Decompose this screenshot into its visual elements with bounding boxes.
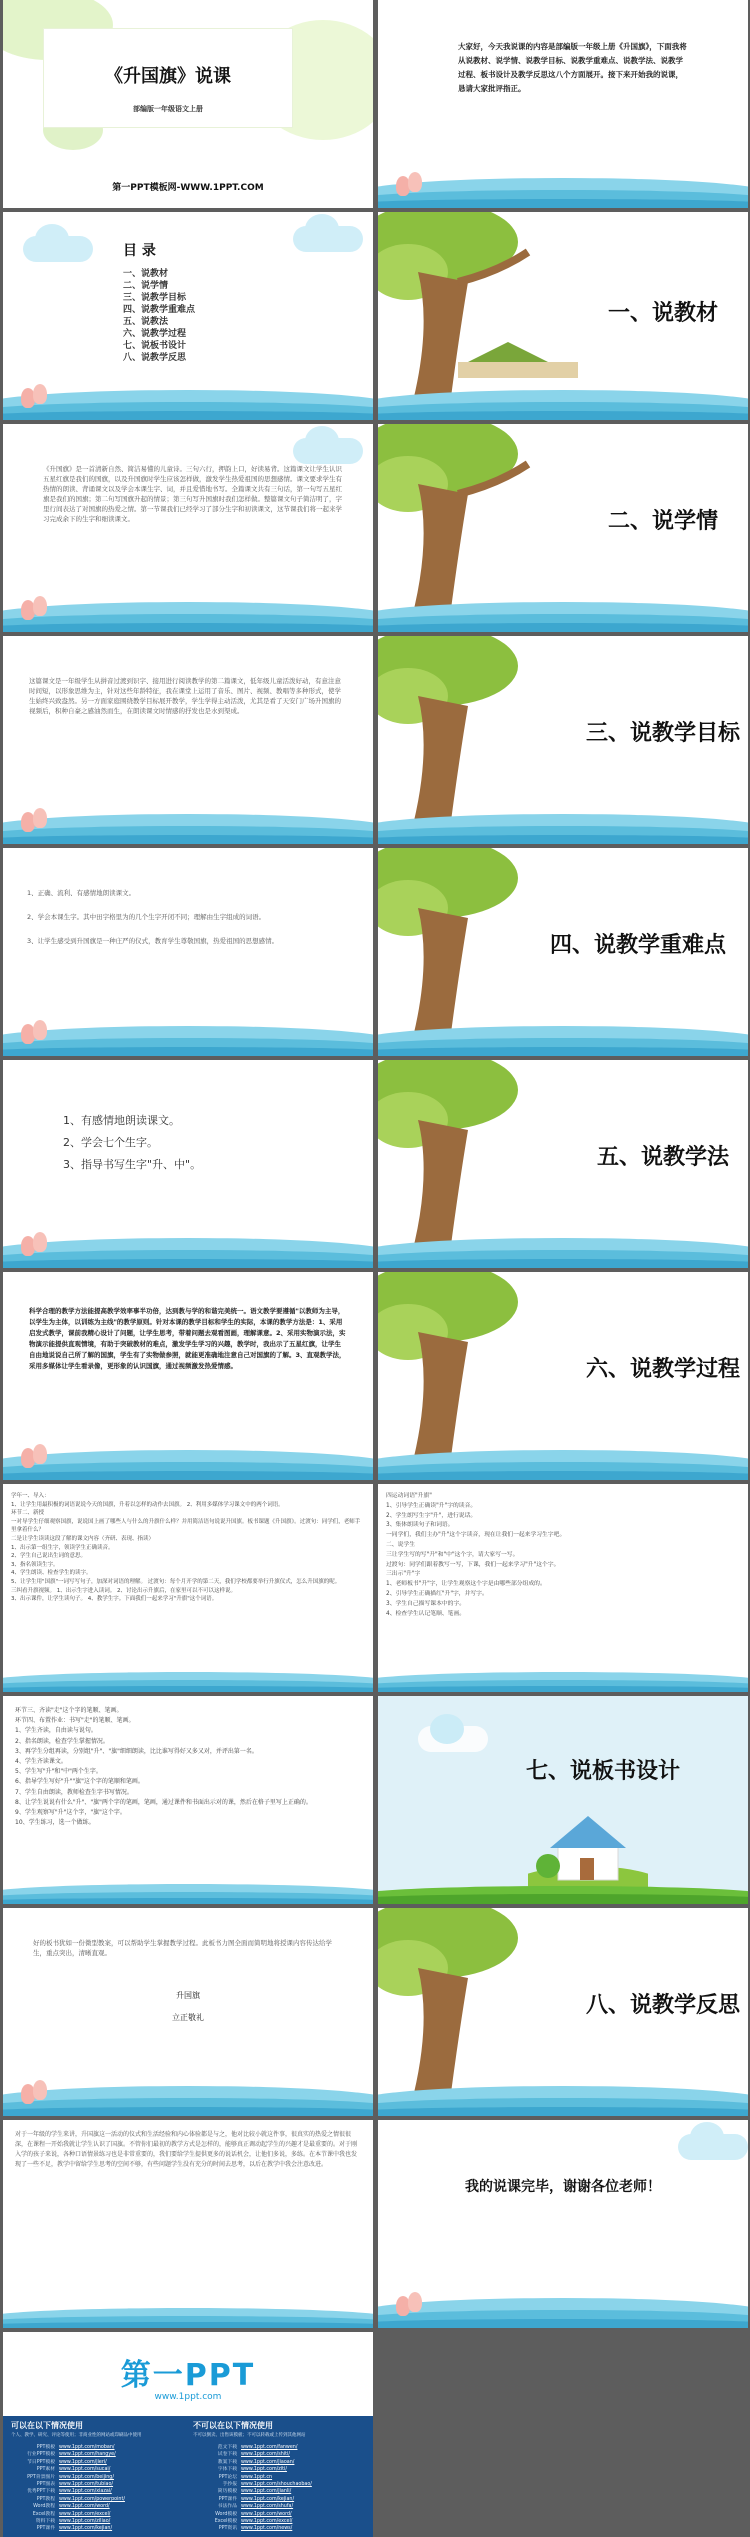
board-text: 环节三、齐读"走"这个字的笔顺、笔画。 环节四、布置作业：书写"走"的笔顺、笔画。 1、学生齐读，自由读与说句。 2、指名朗读，检查学生掌握情况。 3、再学生分组再读，分别组"升"、"旗"细细朗读，比比谁写得好又多又对，并评出第一名。 4、学生齐读课文。 5、学生写"升"和"中"两个生字。 6、指导学生写好"升""旗"这个字的笔顺和笔画。 7、学生自由朗读，教师检查生字书写情况。 8、让学生说说有什么"升"、"旗"两个字的笔画，笔画，通过课件和书面出示对的课，然后在格子里写上正确的。 9、学生观察写"升"这个字，"旗"这个字。 10、学生练习，选一个做练。: [15, 1707, 312, 1827]
link-url[interactable]: www.1ppt.com/beijing/: [59, 2474, 114, 2480]
wave-decoration: [3, 1014, 373, 1056]
goals-list: [27, 888, 347, 946]
link-url[interactable]: www.1ppt.com/xiazai/: [59, 2489, 112, 2495]
section-title: 二、说学情: [607, 509, 718, 534]
wave-decoration: [3, 2298, 373, 2328]
goal-item: 3、让学生感受到升国旗是一种庄严的仪式，教育学生尊敬国旗，热爱祖国的思想感情。: [27, 937, 279, 945]
brand-url[interactable]: www.1ppt.com: [154, 2392, 222, 2402]
toc-item[interactable]: 四、说教学重难点: [123, 305, 196, 315]
terms-left-desc: 个人、教学、研究、评论等使用；非商业性的网站或印刷品中使用: [11, 2433, 142, 2438]
wave-decoration: [3, 1438, 373, 1480]
link-row[interactable]: [193, 2511, 368, 2518]
link-label: 节日PPT模板: [27, 2459, 55, 2465]
students-text: 这篇课文是一年级学生从拼音过渡到识字、接用进行阅读教学的第二篇课文，低年级儿童活泼好动，有意注意时间短，以形象思维为主，针对这些年龄特征，我在课堂上运用了音乐、图片、视频、教唱等多种形式，使学生始终兴致盎然。另一方面家庭围绕教学目标展开教学，学生学得主动活泼，尤其是看了天安门广场升国旗的视频后，积种自豪之感油然而生，在朗读课文时情感的抒发也是水到渠成。: [29, 677, 341, 715]
goal-item: 1、正确、流利、有感情地朗读课文。: [27, 889, 136, 897]
steps-right-text: 四运动词语"升旗" 1、引导学生正确读"升"字的读音。 2、学生朗写生字"升"，进行说话。 3、集体朗读句子和词语。 一同学们，我们主办"升"这个字读音，现在让我们一起来学习生字吧。 二、说学生 三让学生写的写"升"和"中"这个字，请大家写一写。 过渡句：同学们跟着教写一写，下课，我们一起来学习"升"这个字。 三出示"升"字 1、老师板书"升"字，让学生观察这个字是由哪些部分组成的。 2、引导学生正确描红"升"字，并写字。 3、学生自己描写课本中的字。 4、检查学生认记笔顺、笔画。: [386, 1493, 566, 1617]
wave-decoration: [3, 1226, 373, 1268]
link-row[interactable]: [11, 2451, 186, 2458]
slide-reflection[interactable]: [3, 2120, 373, 2328]
methods-list: [63, 1110, 343, 1176]
link-label: PPT素材: [36, 2467, 55, 2473]
section-title: 四、说教学重难点: [549, 933, 726, 958]
link-url[interactable]: www.1ppt.com/ziti/: [241, 2467, 287, 2473]
slide-cover[interactable]: [3, 0, 373, 208]
link-label: 简历模板: [217, 2489, 237, 2495]
toc-item[interactable]: 七、说板书设计: [123, 341, 187, 351]
slide-methods[interactable]: [3, 1060, 373, 1268]
link-label: 试卷下载: [217, 2452, 237, 2458]
link-row[interactable]: [193, 2488, 368, 2495]
link-row[interactable]: [11, 2459, 186, 2466]
method-item: 3、指导书写生字"升、中"。: [63, 1158, 202, 1171]
slide-section-3[interactable]: [378, 636, 748, 844]
link-label: 行业PPT模板: [27, 2452, 55, 2458]
link-row[interactable]: [193, 2481, 368, 2488]
link-url[interactable]: www.1ppt.com/shiti/: [241, 2452, 290, 2458]
cloud-decoration: [293, 226, 363, 252]
wave-decoration: [3, 378, 373, 420]
link-url[interactable]: www.1ppt.com/news/: [241, 2526, 293, 2532]
toc-item[interactable]: 五、说教法: [123, 317, 169, 327]
link-url[interactable]: www.1ppt.com/hangye/: [59, 2452, 116, 2458]
slide-section-6[interactable]: [378, 1272, 748, 1480]
link-url[interactable]: www.1ppt.com/powerpoint/: [59, 2496, 125, 2502]
reflection-text: 对于一年级的学生来讲，升国旗这一活动的仪式和生活经验和内心体验都是与之，他对比较小就这件事，很真实的热爱之情很很深，在课程一开始我就让学生认识了国旗。不管你们最初的教学方式是怎样的，能够真正调动起学生的兴趣才是最重要的。对于刚入学的孩子来说，各种口语情景练习也是非常重要的，我们要给学生提供更多的说话机会，让他们多说，多练。在本节课中我也发现了一些不足，教学中留给学生思考的空间不够，有些问题学生没有充分的时间去思考，以后在教学中我会注意改进。: [15, 2131, 358, 2168]
slide-board-design[interactable]: [3, 1908, 373, 2116]
link-label: 优秀PPT下载: [27, 2489, 55, 2495]
goal-item: 2、学会本课生字。其中田字格里为的几个生字开闭不同；理解由生字组成的词语。: [27, 913, 266, 921]
slide-section-8[interactable]: [378, 1908, 748, 2116]
link-url[interactable]: www.1ppt.com/sucai/: [59, 2467, 111, 2473]
link-url[interactable]: www.1ppt.com/moban/: [59, 2445, 115, 2450]
link-label: PPT资讯: [218, 2526, 237, 2532]
section-title: 八、说教学反思: [585, 1993, 740, 2018]
material-text: 《升国旗》是一首清新自然、简洁易懂的儿童诗。三句六行，押韵上口，好读易背。这篇课文让学生认识五星红旗是我们的国旗，以及升国旗时学生应该怎样做，激发学生热爱祖国的思想感情。课文要求学生有热情的朗读、背诵课文以及学会本课生字、词，并且爱惜地书写。全篇课文共有三句话，第一句写五星红旗是我们的国旗；第二句写国旗升起的情景；第三句写升国旗时我们怎样做。整篇课文句子简洁明了，字里行间表达了对国旗的热爱之情。第一节课我们已经学习了部分生字和初读课文，这节课我们将一起来学习完成余下的生字和细读课文。: [43, 465, 342, 523]
cover-footer: 第一PPT模板网-WWW.1PPT.COM: [112, 183, 264, 193]
link-label: 书法作品: [217, 2504, 237, 2510]
cloud-decoration: [23, 236, 93, 262]
link-row[interactable]: [193, 2525, 368, 2532]
link-url[interactable]: www.1ppt.com/excel/: [59, 2511, 111, 2517]
link-label: PPT图表: [36, 2482, 55, 2488]
link-label: Excel模板: [214, 2519, 237, 2525]
cloud-decoration: [418, 1726, 488, 1752]
terms-right-head: 不可以在以下情况使用: [193, 2421, 273, 2430]
link-label: 教案下载: [217, 2459, 237, 2465]
link-row[interactable]: [193, 2503, 368, 2510]
slide-students[interactable]: [3, 636, 373, 844]
slide-material[interactable]: [3, 424, 373, 632]
wave-decoration: [378, 1662, 748, 1692]
link-label: 资料下载: [35, 2519, 55, 2525]
flower-icon: [17, 802, 53, 838]
method-item: 2、学会七个生字。: [63, 1136, 158, 1149]
toc-item[interactable]: 六、说教学过程: [123, 329, 187, 339]
board-design-title: 升国旗: [176, 1991, 200, 2000]
flower-icon: [17, 1226, 53, 1262]
link-label: PPT背景图片: [27, 2474, 55, 2480]
slide-ending[interactable]: [378, 2120, 748, 2328]
board-design-subtitle: 立正敬礼: [172, 2013, 204, 2022]
link-row[interactable]: [193, 2451, 368, 2458]
link-row[interactable]: [11, 2496, 186, 2503]
slide-steps-left[interactable]: [3, 1484, 373, 1692]
section-title: 一、说教材: [607, 301, 718, 326]
link-label: 字体下载: [217, 2467, 237, 2473]
link-url[interactable]: www.1ppt.com/shouchaobao/: [241, 2482, 312, 2488]
link-url[interactable]: www.1ppt.com/shufa/: [241, 2504, 294, 2510]
cover-title: 《升国旗》说课: [105, 66, 231, 87]
wave-decoration: [3, 802, 373, 844]
flower-icon: [392, 166, 428, 202]
intro-text: 大家好，今天我说课的内容是部编版一年级上册《升国旗》，下面我将从说教材、说学情、说教学目标、说教学重难点、说教学法、说教学过程、板书设计及教学反思这八个方面展开。接下来开始我的说课，恳请大家批评指正。: [458, 42, 687, 93]
link-row[interactable]: [193, 2518, 368, 2525]
link-row[interactable]: [193, 2496, 368, 2503]
wave-decoration: [378, 166, 748, 208]
flower-icon: [392, 2286, 428, 2322]
link-url[interactable]: www.1ppt.cn: [241, 2474, 273, 2480]
link-label: PPT论坛: [218, 2474, 237, 2480]
links-right: [193, 2444, 368, 2533]
wave-decoration: [378, 2074, 748, 2116]
wave-decoration: [378, 1014, 748, 1056]
link-row[interactable]: [11, 2503, 186, 2510]
section-title: 三、说教学目标: [585, 721, 740, 746]
wave-decoration: [3, 590, 373, 632]
link-row[interactable]: [11, 2474, 186, 2481]
link-label: Word教程: [33, 2504, 55, 2510]
link-url[interactable]: www.1ppt.com/jianli/: [241, 2489, 292, 2495]
link-row[interactable]: [11, 2488, 186, 2495]
slide-section-4[interactable]: [378, 848, 748, 1056]
link-row[interactable]: [193, 2466, 368, 2473]
link-label: Word模板: [215, 2511, 237, 2517]
link-url[interactable]: www.1ppt.com/word/: [59, 2504, 110, 2510]
slide-goals[interactable]: [3, 848, 373, 1056]
link-url[interactable]: www.1ppt.com/tubiao/: [59, 2482, 114, 2488]
link-label: PPT课件: [36, 2526, 55, 2532]
link-row[interactable]: [193, 2444, 368, 2451]
toc-list: [123, 268, 195, 364]
cloud-decoration: [293, 438, 363, 464]
link-row[interactable]: [193, 2474, 368, 2481]
section-title: 五、说教学法: [596, 1145, 729, 1170]
brand-header: [3, 2332, 373, 2416]
terms-right-desc: 不可以倒卖、出售该模板；不可以转载或上传到其他网站: [193, 2433, 306, 2438]
slide-steps-right[interactable]: [378, 1484, 748, 1692]
toc-item[interactable]: 八、说教学反思: [123, 353, 187, 363]
wave-decoration: [378, 2286, 748, 2328]
section-title: 七、说板书设计: [525, 1759, 680, 1784]
flower-icon: [17, 378, 53, 414]
link-label: Excel教程: [32, 2511, 55, 2517]
slide-intro[interactable]: [378, 0, 748, 208]
flower-icon: [17, 1014, 53, 1050]
flower-icon: [17, 590, 53, 626]
method-item: 1、有感情地朗读课文。: [63, 1114, 180, 1127]
wave-decoration: [378, 378, 748, 420]
ending-text: 我的说课完毕，谢谢各位老师！: [465, 2179, 661, 2195]
toc-heading: 目 录: [123, 243, 156, 259]
wave-decoration: [378, 590, 748, 632]
link-url[interactable]: www.1ppt.com/fanwen/: [241, 2445, 298, 2450]
link-label: PPT教程: [36, 2496, 55, 2502]
wave-decoration: [3, 2074, 373, 2116]
link-row[interactable]: [11, 2481, 186, 2488]
brand-logo: 第一PPT: [120, 2358, 256, 2393]
links-left: [11, 2444, 186, 2533]
terms-left-head: 可以在以下情况使用: [11, 2421, 83, 2430]
board-design-intro: 好的板书犹如一份微型教案，可以帮助学生掌握教学过程。此板书力图全面而简明地将授课内容传达给学生，重点突出，清晰直观。: [33, 1939, 332, 1957]
flower-icon: [17, 1438, 53, 1474]
link-row[interactable]: [11, 2444, 186, 2451]
flower-icon: [17, 2074, 53, 2110]
link-label: PPT课件: [218, 2496, 237, 2502]
process-text: 科学合理的教学方法能提高教学效率事半功倍，达到教与学的和谐完美统一。语文教学要遵循"以教师为主导，以学生为主体，以训练为主线"的教学原则。针对本课的教学目标和学生的实际，本课的教学方法是：1、采用启发式教学，课前我精心设计了问题，让学生思考，带着问题去观看图画，理解课意。2、采用实物演示法，实物演示能提供直观情境，有助于突破教材的难点，激发学生学习的兴趣，教学时，我出示了五星红旗，让学生自由地说说自己所了解的国旗，学生有了实物做参照，就能更准确地注意自己对国旗的了解。3、直观教学法，采用多媒体让学生看录像，更形象的认识国旗，通过视频激发热爱情感。: [29, 1307, 346, 1370]
link-url[interactable]: www.1ppt.com/word/: [241, 2511, 292, 2517]
link-row[interactable]: [11, 2511, 186, 2518]
cover-subtitle: 部编版一年级语文上册: [133, 105, 203, 113]
link-row[interactable]: [11, 2525, 186, 2532]
wave-decoration: [378, 1438, 748, 1480]
link-row[interactable]: [193, 2459, 368, 2466]
wave-decoration: [378, 1878, 748, 1904]
wave-decoration: [3, 1662, 373, 1692]
wave-decoration: [378, 1226, 748, 1268]
slide-terms[interactable]: [3, 2332, 373, 2537]
toc-item[interactable]: 三、说教学目标: [123, 293, 187, 303]
toc-item[interactable]: 二、说学情: [123, 281, 169, 291]
slide-toc[interactable]: [3, 212, 373, 420]
wave-decoration: [378, 802, 748, 844]
slide-section-1[interactable]: [378, 212, 748, 420]
link-label: 手抄报: [222, 2482, 237, 2488]
link-url[interactable]: www.1ppt.com/jiaoan/: [241, 2459, 295, 2465]
toc-item[interactable]: 一、说教材: [123, 269, 169, 279]
link-url[interactable]: www.1ppt.com/ziliao/: [59, 2519, 111, 2525]
link-url[interactable]: www.1ppt.com/excel/: [241, 2519, 293, 2525]
link-row[interactable]: [11, 2518, 186, 2525]
steps-left-text: 学年一、导入： 1、让学生用最积极的词语说说今天的国旗，升着以怎样的动作去国旗。 2、利用多媒体学习课文中的两个词语。 环节二、新授 一对导学生仔细观察国旗，说说国上画了哪些人与什么的升旗什么样？并用简洁语句说说升国旗。板书课题《升国旗》。过渡句：同学们，老师手里拿着什么？ 二是让学生读读这段了解的课文内容（齐研、表现、指读） 1、出示第一组生字，领读学生正确读音。 2、学生自己说出生词的意思。 3、指名领读生字。 4、学生朗读、检查学生的读字。 5、让学生用"国旗"一词写写句子，加深对词语的理解。 过渡句：每个月开学的第二天，我们学校都要举行升旗仪式，怎么升国旗的呢。 三纠看升旗视频。 1、出示生字进入读词。 2、讨论出示升旗后，在家里可以不可以这样说。 3、出示课件，让学生读句子。 4、教学生字。下面我们一起来学习"升旗"这个词语。: [11, 1493, 361, 1603]
terms-panel: [3, 2416, 373, 2537]
link-row[interactable]: [11, 2466, 186, 2473]
link-label: PPT模板: [36, 2445, 55, 2450]
slide-section-7[interactable]: [378, 1696, 748, 1904]
wave-decoration: [3, 1874, 373, 1904]
slide-process[interactable]: [3, 1272, 373, 1480]
link-label: 范文下载: [217, 2445, 237, 2450]
link-url[interactable]: www.1ppt.com/jieri/: [59, 2459, 107, 2465]
slide-section-5[interactable]: [378, 1060, 748, 1268]
link-url[interactable]: www.1ppt.com/kejian/: [241, 2496, 295, 2502]
link-url[interactable]: www.1ppt.com/kejian/: [59, 2526, 113, 2532]
section-title: 六、说教学过程: [585, 1357, 740, 1382]
slide-board[interactable]: [3, 1696, 373, 1904]
slide-section-2[interactable]: [378, 424, 748, 632]
cloud-decoration: [678, 2134, 748, 2160]
